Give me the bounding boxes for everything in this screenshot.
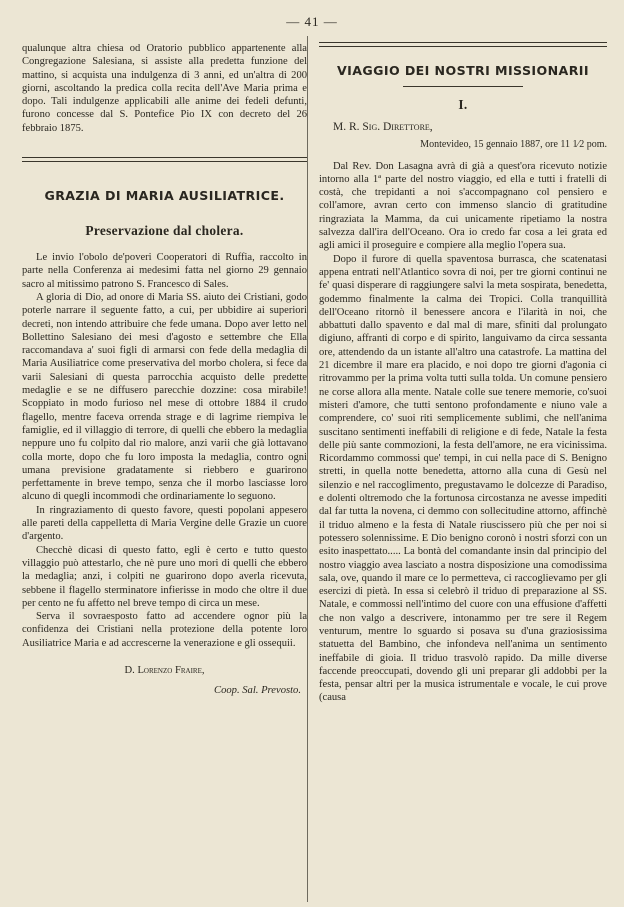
right-column — [319, 42, 607, 705]
article-paragraph: Checchè dicasi di questo fatto, egli è certo e tutto questo villaggio può attestarlo, che nè pure uno mori di quelli che ebbero la medaglia; anzi, i colpiti ne guarirono dopo averla ricevuta, sebbene il flagello sterminatore infierisse in modo che oltre il due per cento ne fu affetto nel breve tempo di circa un mese. — [22, 544, 307, 609]
signature-role: Coop. Sal. Prevosto. — [214, 684, 301, 696]
page-number: — 41 — — [286, 14, 338, 29]
dateline: Montevideo, 15 gennaio 1887, ore 11 1⁄2 pom. — [420, 139, 607, 151]
article-paragraph: In ringraziamento di questo favore, questi popolani appesero alle pareti della cappelletta di Maria Vergine delle Grazie un cuore d'argento. — [22, 504, 307, 543]
signature-name: D. Lorenzo Fraire, — [124, 664, 205, 676]
article-title: GRAZIA DI MARIA AUSILIATRICE. — [44, 188, 285, 204]
article-subtitle: Preservazione dal cholera. — [85, 223, 244, 239]
article-paragraph: Serva il sovraesposto fatto ad accendere ognor più la confidenza dei Cristiani nella protezione della potente loro Ausiliatrice Maria e ad accrescerne la venerazione e gli ossequii. — [22, 611, 307, 649]
article-paragraph: Le invio l'obolo de'poveri Cooperatori di Ruffia, raccolto in parte nella Conferenza ai medesimi fatta nel giorno 29 gennaio sacro al mitissimo patrono S. Francesco di Sales. — [22, 252, 307, 290]
section-numeral: I. — [458, 97, 468, 112]
article-paragraph: Dopo il furore di quella spaventosa burrasca, che scatenatasi appena entrati nell'Atlantico sovra di noi, per tre giorni continui ne fe' quasi disperare di raggiungere salvi la meta sospirata, benedetta, godemmo finalmente la calma dei Tropici. Colla tranquillità dell'Oceano ritornò il benessere ancora e l'ilarità in noi, che abbattuti dallo spavento e dal mal di mare, sfiniti dal prolungato digiuno, affranti di corpo e di spirito, languivamo da circa sessanta ore, attendendo da un istante all'altro una catastrofe. La mattina del 21 dicembre il mare era placido, e noi dopo tre giorni d'agonia ci ritrovammo per la prima volta tutti sulla tolda. Un comune pensiero ne corse allora alla mente. Natale colle sue tenere memorie, co'suoi misteri d'amore, che tutti sentono profondamente e niuno vale a comprendere, co' suoi riti semplicemente sublimi, che nell'anima suscitano sentimenti ineffabili di religione e di fede, Natale la festa delle più sante commozioni, la festa dell'amore, ne era vicinissima. Ricordammo commossi que' tempi, in cui nella pace di S. Benigno stretti, in quella notte benedetta, attorno alla cuna di Gesù nel silenzio e nel raccoglimento, pregustavamo le dolcezze di Paradiso, e dolenti oltremodo che la fortunosa circostanza ne avesse impediti dal far tutta la novena, ci demmo con sollecitudine attorno, affinchè il triduo almeno e la festa di Natale riuscissero più che per noi si potessero solennissime. E Dio benigno coronò i nostri sforzi con un esito inaspettato..... La bontà del comandante insin dal principio del nostro viaggio avea lasciato a nostra disposizione una comodissima sala, ove, quando il mare ce lo permetteva, ci raccoglievamo per gli esercizi di pietà. In essa si celebrò il triduo di preparazione al SS. Natale, e commossi nell'intimo del cuore con una effusione d'affetti che non valgo a descrivere, intonammo per tre sere il Regem venturum, mentre lo sguardo si posava su d'una graziosissima statuetta del Bambino, che infondeva nell'anima un sentimento ineffabile di gioia. Il triduo trasvolò rapido. Da mille diverse faccende preoccupati, dovendo gli uni preparar gli addobbi per la festa, pensar altri per la musica istrumentale e vocale, le cui prove (causa — [319, 253, 607, 704]
article-paragraph: A gloria di Dio, ad onore di Maria SS. aiuto dei Cristiani, godo poterle narrare il seguente fatto, a cui, per ubbidire ai superiori decreti, non intendo attribuire che fede umana. Dopo aver letto nel Bollettino Salesiano dei mesi d'agosto e settembre che Ella raccomandava a' suoi figli di armarsi con fede della medaglia di Maria Ausiliatrice come preservativa del morbo cholera, si fece da varii Salesiani di questa parrocchia acquisto delle predette medaglie e se ne diffusero parecchie dozzine: cosa mirabile! Scoppiato in modo furioso nel mese di ottobre 1884 il crudo flagello, mentre faceva orrenda strage e di lagrime riempiva le famiglie, ed il villaggio di terrore, di quelli che ebbero la medaglia neppure uno fu colpito dal rio malore, anzi varii che già lottavano colla morte, dopo che fu loro imposta la medaglia, contro ogni umana previsione gradatamente si riebbero e guarirono perfettamente in breve tempo, senza che il morbo lasciasse loro alcuno di quegli incommodi che ordinariamente lo seguono. — [22, 291, 307, 503]
article-paragraph: Dal Rev. Don Lasagna avrà di già a quest'ora ricevuto notizie intorno alla 1ª parte del nostro viaggio, ed ella e tutti i fratelli di costà, che trepidanti a noi s'accompagnano col pensiero e coll'amore, avran certo con immenso slancio di gratitudine ringraziata la Mamma, da cui unicamente ripetiamo la nostra salvezza dall'ira dell'Oceano. Ora io credo far cosa a lei grata ed agli amici il proseguire e compiere alla meglio l'opera sua. — [319, 160, 607, 252]
left-column — [22, 42, 307, 698]
continued-paragraph: qualunque altra chiesa od Oratorio pubblico appartenente alla Congregazione Salesiana, si assiste alla predetta funzione del mattino, si acquista una indulgenza di 3 anni, ed un'altra di 200 giorni, ascoltando la predica colla recita dell'Ave Maria prima e dopo. Tali indulgenze applicabili alle anime dei fedeli defunti, furono concesse dal S. Pontefice Pio IX con decreto del 26 febbraio 1875. — [22, 43, 307, 134]
article-title: VIAGGIO DEI NOSTRI MISSIONARII — [337, 63, 589, 78]
column-divider — [307, 36, 308, 902]
salutation: M. R. Sig. Direttore, — [333, 121, 433, 133]
